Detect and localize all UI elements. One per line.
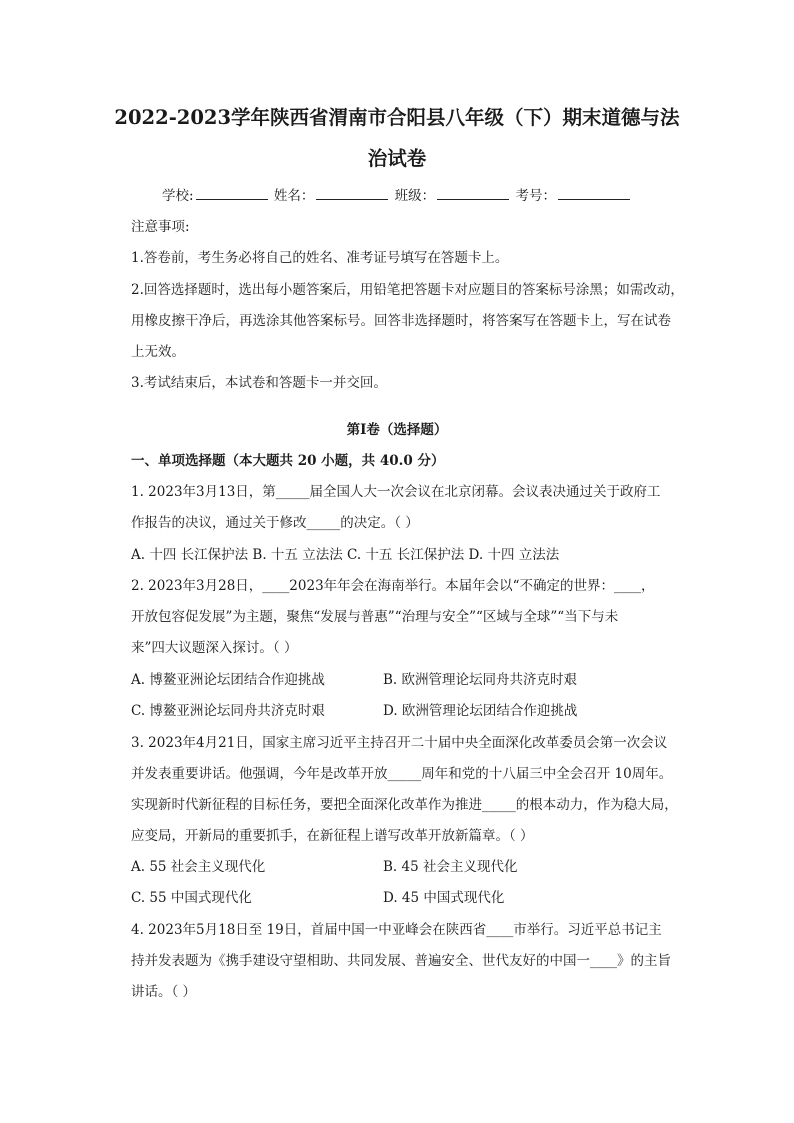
- note-3: 3.考试结束后，本试卷和答题卡一并交回。: [131, 375, 387, 391]
- note-1: 1.答卷前，考生务必将自己的姓名、准考证号填写在答题卡上。: [131, 250, 509, 266]
- q2-option-d: D. 欧洲管理论坛团结合作迎挑战: [383, 703, 578, 719]
- q1-line-2: 作报告的决议，通过关于修改_____的决定。（ ）: [131, 515, 419, 531]
- student-info-row: [0, 186, 794, 206]
- q2-line-2: 开放包容促发展”为主题，聚焦“发展与普惠”“治理与安全”“区域与全球”“当下与未: [131, 609, 619, 625]
- q1-options: A. 十四 长江保护法 B. 十五 立法法 C. 十五 长江保护法 D. 十四 立法法: [131, 547, 560, 563]
- q3-option-c: C. 55 中国式现代化: [131, 890, 252, 906]
- note-2-line-3: 上无效。: [131, 344, 185, 360]
- exam-title-line-2: 治试卷: [367, 147, 427, 170]
- q2-line-3: 来”四大议题深入探讨。（ ）: [131, 640, 298, 656]
- part-heading: 一、单项选择题（本大题共 20 小题，共 40.0 分）: [131, 453, 445, 469]
- exam-no-label: 考号：: [515, 188, 556, 204]
- q3-line-3: 实现新时代新征程的目标任务，要把全面深化改革作为推进_____的根本动力，作为稳大局，: [131, 797, 678, 813]
- school-label: 学校:: [162, 188, 194, 204]
- exam-no-blank: [558, 187, 630, 200]
- q2-line-1: 2. 2023年3月28日，____2023年年会在海南举行。本届年会以“不确定的世界：____，: [131, 578, 655, 594]
- note-2-line-2: 用橡皮擦干净后，再选涂其他答案标号。回答非选择题时，将答案写在答题卡上，写在试卷: [131, 313, 671, 329]
- notes-heading: 注意事项:: [131, 219, 190, 235]
- q2-option-b: B. 欧洲管理论坛同舟共济克时艰: [383, 672, 578, 688]
- q3-line-4: 应变局，开新局的重要抓手，在新征程上谱写改革开放新篇章。（ ）: [131, 828, 534, 844]
- q4-line-2: 持并发表题为《携手建设守望相助、共同发展、普遍安全、世代友好的中国一____》的主旨: [131, 953, 671, 969]
- class-blank: [437, 187, 509, 200]
- name-label: 姓名：: [273, 188, 315, 204]
- q4-line-3: 讲话。（ ）: [131, 984, 197, 1000]
- volume-heading: 第I卷（选择题）: [346, 422, 448, 438]
- q3-option-d: D. 45 中国式现代化: [383, 890, 505, 906]
- exam-title-line-1: 2022-2023学年陕西省渭南市合阳县八年级（下）期末道德与法: [114, 106, 680, 129]
- q4-line-1: 4. 2023年5月18日至 19日，首届中国一中亚峰会在陕西省____市举行。习近平总书记主: [131, 922, 662, 938]
- q1-line-1: 1. 2023年3月13日，第_____届全国人大一次会议在北京闭幕。会议表决通过关于政府工: [131, 484, 661, 500]
- name-blank: [316, 187, 388, 200]
- class-label: 班级：: [394, 188, 436, 204]
- q3-option-b: B. 45 社会主义现代化: [383, 859, 518, 875]
- q3-line-1: 3. 2023年4月21日，国家主席习近平主持召开二十届中央全面深化改革委员会第一次会议: [131, 735, 668, 751]
- q3-option-a: A. 55 社会主义现代化: [131, 859, 266, 875]
- q2-option-c: C. 博鳌亚洲论坛同舟共济克时艰: [131, 703, 325, 719]
- school-blank: [196, 187, 268, 200]
- q3-line-2: 并发表重要讲话。他强调，今年是改革开放_____周年和党的十八届三中全会召开 10周年。: [131, 766, 673, 782]
- q2-option-a: A. 博鳌亚洲论坛团结合作迎挑战: [131, 672, 325, 688]
- note-2-line-1: 2.回答选择题时，选出每小题答案后，用铅笔把答题卡对应题目的答案标号涂黑；如需改动，: [131, 282, 684, 298]
